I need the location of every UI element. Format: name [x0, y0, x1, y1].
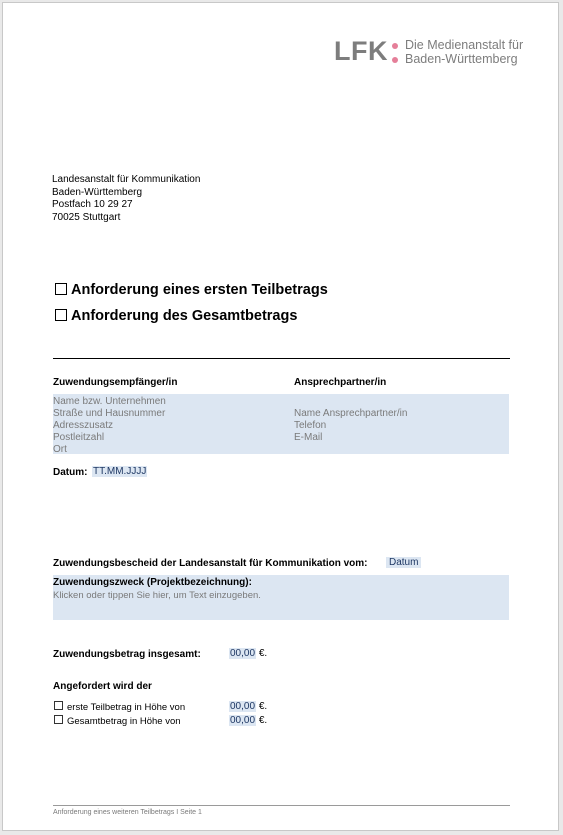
address-line: Baden-Württemberg: [52, 186, 143, 198]
field-postal-code[interactable]: Postleitzahl: [53, 432, 105, 443]
option-first-label: Anforderung eines ersten Teilbetrags: [71, 282, 328, 298]
page-footer: Anforderung eines weiteren Teilbetrags I Seite 1: [53, 809, 202, 816]
footer-divider: [53, 805, 510, 806]
option-total-label: Anforderung des Gesamtbetrags: [71, 308, 298, 324]
address-line: 70025 Stuttgart: [52, 211, 121, 223]
address-line: Landesanstalt für Kommunikation: [52, 174, 201, 185]
recipient-address: [52, 174, 200, 224]
partial-value-group: [229, 701, 267, 712]
address-line: Postfach 10 29 27: [52, 199, 133, 210]
partial-currency: €.: [258, 701, 268, 712]
field-phone[interactable]: Telefon: [294, 420, 327, 431]
checkbox-total[interactable]: [54, 715, 63, 724]
field-street[interactable]: Straße und Hausnummer: [53, 408, 166, 419]
document-page: [2, 2, 559, 831]
amount-label: Zuwendungsbetrag insgesamt:: [53, 649, 201, 660]
checkbox-first-installment[interactable]: [55, 283, 67, 295]
field-email[interactable]: E-Mail: [294, 432, 323, 443]
notice-date-field[interactable]: Datum: [386, 557, 421, 568]
lfk-logo: LFK: [334, 36, 388, 66]
total-amount-field[interactable]: 00,00: [230, 715, 256, 726]
contact-header: Ansprechpartner/in: [294, 377, 387, 388]
recipient-header: Zuwendungsempfänger/in: [53, 377, 178, 388]
logo-dot-bottom: [392, 57, 398, 63]
field-contact-name[interactable]: Name Ansprechpartner/in: [294, 408, 408, 419]
date-field[interactable]: TT.MM.JJJJ: [93, 466, 147, 477]
checkbox-partial[interactable]: [54, 701, 63, 710]
logo-dot-top: [392, 43, 398, 49]
amount-value-group: [229, 648, 267, 659]
total-option[interactable]: [54, 715, 181, 727]
notice-label: Zuwendungsbescheid der Landesanstalt für Kommunikation vom:: [53, 558, 368, 569]
field-address-extra[interactable]: Adresszusatz: [53, 420, 114, 431]
partial-option[interactable]: [54, 701, 185, 713]
purpose-placeholder[interactable]: Klicken oder tippen Sie hier, um Text einzugeben.: [53, 590, 261, 601]
field-city[interactable]: Ort: [53, 444, 67, 455]
amount-field[interactable]: 00,00: [230, 648, 256, 659]
contact-fields[interactable]: [294, 408, 407, 444]
divider: [53, 358, 510, 359]
option-first-installment[interactable]: [55, 282, 328, 298]
option-total-amount[interactable]: [55, 308, 297, 324]
recipient-fields[interactable]: [53, 396, 166, 456]
logo-line-2: Baden-Württemberg: [405, 52, 518, 66]
purpose-label: Zuwendungszweck (Projektbezeichnung):: [53, 577, 252, 588]
requested-heading: Angefordert wird der: [53, 681, 152, 692]
field-company-name[interactable]: Name bzw. Unternehmen: [53, 396, 166, 407]
logo-line-1: Die Medienanstalt für: [405, 38, 524, 52]
total-label: Gesamtbetrag in Höhe von: [67, 716, 181, 727]
amount-currency: €.: [258, 648, 268, 659]
checkbox-total-amount[interactable]: [55, 309, 67, 321]
total-value-group: [229, 715, 267, 726]
partial-amount-field[interactable]: 00,00: [230, 701, 256, 712]
total-currency: €.: [258, 715, 268, 726]
partial-label: erste Teilbetrag in Höhe von: [67, 702, 186, 713]
date-label: Datum:: [53, 467, 88, 478]
